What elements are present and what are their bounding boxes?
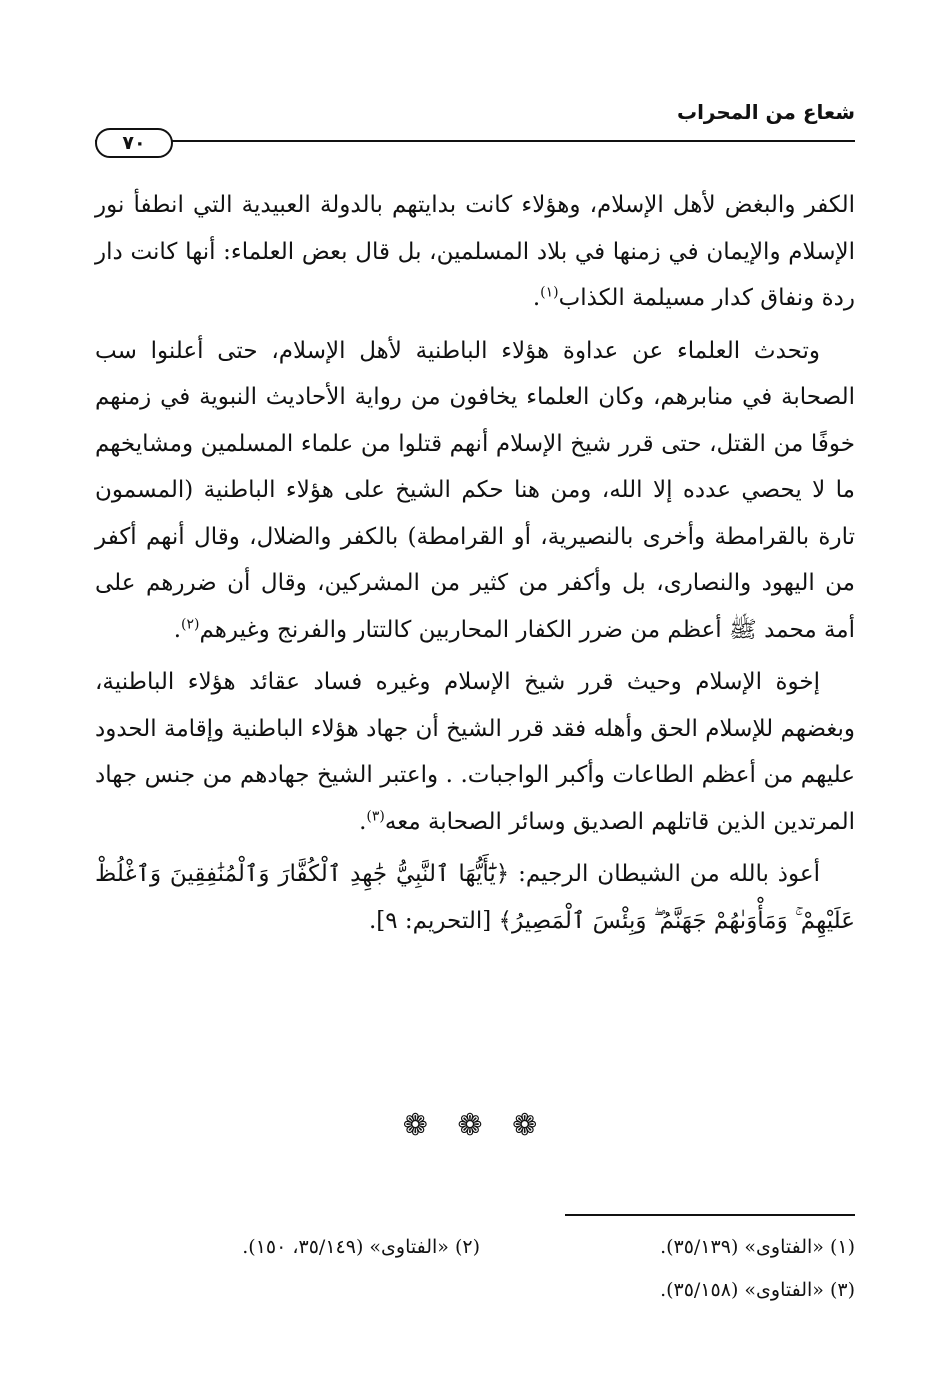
paragraph-3-end: . (359, 808, 367, 835)
paragraph-2-end: . (173, 616, 182, 643)
footnote-ref-2: (٢) (181, 615, 200, 632)
footnote-ref-1: (١) (540, 284, 559, 301)
paragraph-1 (95, 182, 855, 322)
paragraph-3 (95, 659, 855, 845)
footnote-separator (565, 1214, 855, 1216)
footnote-ref-3: (٣) (366, 807, 385, 824)
section-ornament: ❁ ❁ ❁ (402, 1108, 548, 1143)
header-rule (95, 140, 855, 142)
verse-citation: [التحريم: ٩]. (368, 907, 499, 934)
paragraph-3-text: إخوة الإسلام وحيث قرر شيخ الإسلام وغيره فساد عقائد هؤلاء الباطنية، وبغضهم للإسلام الحق وأهله فقد قرر الشيخ أن جهاد هؤلاء الباطنية وإقامة الحدود عليهم من أعظم الطاعات وأكبر الواجبات. . واعتبر الشيخ جهادهم من جنس جهاد المرتدين الذين قاتلهم الصديق وسائر الصحابة معه (95, 669, 855, 835)
paragraph-1-end: . (532, 285, 541, 311)
paragraph-4-intro: أعوذ بالله من الشيطان الرجيم: (509, 861, 820, 887)
page-number: ٧٠ (95, 128, 173, 158)
footnote-2: (٢) «الفتاوى» (٣٥/١٤٩، ١٥٠). (242, 1236, 480, 1258)
footnote-1: (١) «الفتاوى» (٣٥/١٣٩). (660, 1236, 855, 1258)
paragraph-2 (95, 328, 855, 654)
body-text (95, 182, 855, 944)
paragraph-2-text: وتحدث العلماء عن عداوة هؤلاء الباطنية لأهل الإسلام، حتى أعلنوا سب الصحابة في منابرهم، وكان العلماء يخافون من رواية الأحاديث النبوية في زمنهم خوفًا من القتل، حتى قرر شيخ الإسلام أنهم قتلوا من علماء المسلمين ومشايخهم ما لا يحصي عدده إلا الله، ومن هنا حكم الشيخ على هؤلاء الباطنية (المسمون تارة بالقرامطة وأخرى بالنصيرية، أو القرامطة) بالكفر والضلال، وقال أنهم أكفر من اليهود والنصارى، بل وأكفر من كثير من المشركين، وقال أن ضررهم على أمة محمد ﷺ أعظم من ضرر الكفار المحاربين كالتتار والفرنج وغيرهم (95, 337, 855, 643)
paragraph-1-text: الكفر والبغض لأهل الإسلام، وهؤلاء كانت بدايتهم بالدولة العبيدية التي انطفأ نور الإسلام والإيمان في زمنها في بلاد المسلمين، بل قال بعض العلماء: أنها كانت دار ردة ونفاق كدار مسيلمة الكذاب (95, 192, 855, 311)
footnote-3: (٣) «الفتاوى» (٣٥/١٥٨). (660, 1279, 855, 1301)
quran-verse: ﴿يَٰٓأَيُّهَا ٱلنَّبِيُّ جَٰهِدِ ٱلْكُفَّارَ وَٱلْمُنَٰفِقِينَ وَٱغْلُظْ عَلَيْهِمْ ۚ وَمَأْوَىٰهُمْ جَهَنَّمُ ۖ وَبِئْسَ ٱلْمَصِيرُ﴾ (95, 861, 855, 934)
running-header-title: شعاع من المحراب (676, 100, 855, 124)
paragraph-4 (95, 851, 855, 944)
